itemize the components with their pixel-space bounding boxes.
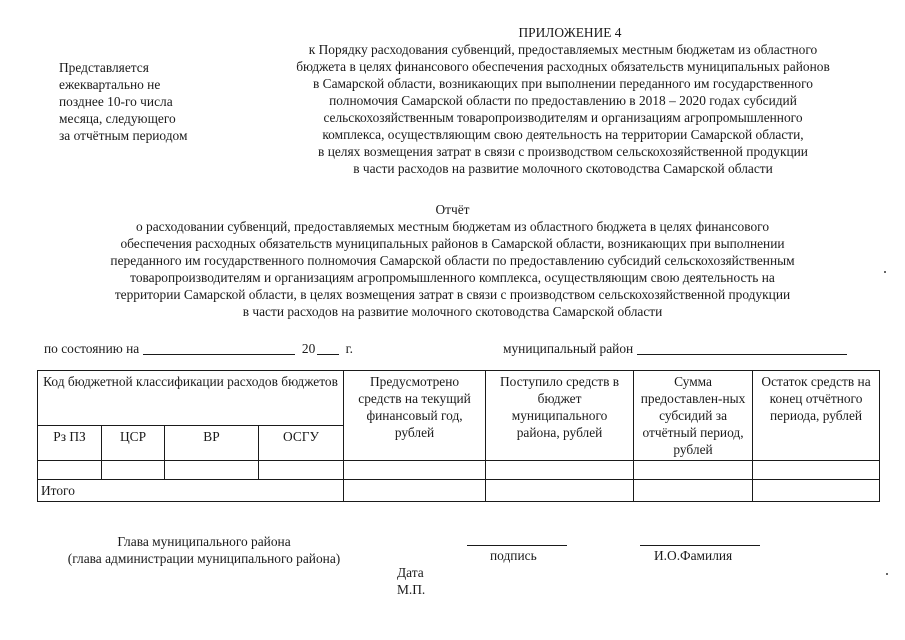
submission-note xyxy=(59,59,229,144)
submission-note-line: за отчётным периодом xyxy=(59,128,188,143)
report-line: в части расходов на развитие молочного скотоводства Самарской области xyxy=(242,304,663,319)
report-line: переданного им государственного полномочия Самарской области по предоставлению субсидий сельскохозяйственным xyxy=(110,253,795,268)
rzpz-header: Рз ПЗ xyxy=(38,426,102,461)
table-cell[interactable] xyxy=(344,461,486,480)
table-cell[interactable] xyxy=(753,480,880,502)
table-cell[interactable] xyxy=(486,480,634,502)
appendix-line: бюджета в целях финансового обеспечения расходных обязательств муниципальных районов xyxy=(296,59,830,74)
planned-funds-header: Предусмотрено средств на текущий финансовый год, рублей xyxy=(344,371,486,461)
district-blank[interactable] xyxy=(637,340,847,355)
report-table xyxy=(37,370,880,502)
appendix-title: ПРИЛОЖЕНИЕ 4 xyxy=(518,25,622,40)
as-of-date-line xyxy=(44,340,353,357)
report-line: обеспечения расходных обязательств муниципальных районов в Самарской области, возникающих при выполнении xyxy=(120,236,785,251)
appendix-line: полномочия Самарской области по предоставлению в 2018 – 2020 годах субсидий xyxy=(329,93,797,108)
district-label: муниципальный район xyxy=(503,341,634,356)
report-description xyxy=(20,218,885,320)
year-blank[interactable] xyxy=(317,340,339,355)
vr-header: ВР xyxy=(165,426,259,461)
report-line: о расходовании субвенций, предоставляемых местным бюджетам из областного бюджета в целях финансового xyxy=(135,219,770,234)
table-cell[interactable] xyxy=(634,480,753,502)
appendix-line: к Порядку расходования субвенций, предоставляемых местным бюджетам из областного xyxy=(308,42,818,57)
signatory-title xyxy=(44,533,364,567)
submission-note-line: Представляется xyxy=(59,60,149,75)
report-title: Отчёт xyxy=(435,202,470,217)
signature-blank[interactable] xyxy=(467,533,567,546)
table-cell[interactable] xyxy=(259,461,344,480)
total-label: Итого xyxy=(38,480,344,502)
received-funds-header: Поступило средств в бюджет муниципального района, рублей xyxy=(486,371,634,461)
budget-code-header: Код бюджетной классификации расходов бюджетов xyxy=(38,371,344,426)
name-blank[interactable] xyxy=(640,533,760,546)
total-row xyxy=(38,480,880,502)
district-line xyxy=(503,340,847,357)
signature-label: подпись xyxy=(490,548,537,563)
table-cell[interactable] xyxy=(38,461,102,480)
report-line: территории Самарской области, в целях возмещения затрат в связи с производством сельскохозяйственной продукции xyxy=(114,287,791,302)
table-cell[interactable] xyxy=(344,480,486,502)
appendix-line: в части расходов на развитие молочного скотоводства Самарской области xyxy=(353,161,773,176)
year-suffix: г. xyxy=(345,341,354,356)
full-name-label: И.О.Фамилия xyxy=(654,548,733,563)
date-label: Дата xyxy=(397,565,424,580)
submission-note-line: позднее 10-го числа xyxy=(59,94,173,109)
as-of-label: по состоянию на xyxy=(44,341,140,356)
signatory-line: (глава администрации муниципального района) xyxy=(67,551,341,566)
balance-header: Остаток средств на конец отчётного периода, рублей xyxy=(753,371,880,461)
table-cell[interactable] xyxy=(486,461,634,480)
appendix-line: сельскохозяйственным товаропроизводителям и организациям агропромышленного xyxy=(323,110,803,125)
table-cell[interactable] xyxy=(753,461,880,480)
year-prefix: 20 xyxy=(301,341,316,356)
appendix-text xyxy=(228,41,898,177)
table-row xyxy=(38,461,880,480)
appendix-line: комплекса, осуществляющим свою деятельность на территории Самарской области, xyxy=(322,127,804,142)
signatory-line: Глава муниципального района xyxy=(117,534,291,549)
csr-header: ЦСР xyxy=(102,426,165,461)
date-blank[interactable] xyxy=(143,340,295,355)
submission-note-line: ежеквартально не xyxy=(59,77,161,92)
submission-note-line: месяца, следующего xyxy=(59,111,176,126)
table-cell[interactable] xyxy=(634,461,753,480)
osgu-header: ОСГУ xyxy=(259,426,344,461)
scan-speck xyxy=(886,573,888,575)
seal-label: М.П. xyxy=(397,582,426,597)
appendix-line: в целях возмещения затрат в связи с производством сельскохозяйственной продукции xyxy=(318,144,808,159)
report-line: товаропроизводителям и организациям агропромышленного комплекса, осуществляющим свою деятельность на xyxy=(130,270,775,285)
appendix-line: в Самарской области, возникающих при выполнении переданного им государственного xyxy=(312,76,813,91)
table-cell[interactable] xyxy=(165,461,259,480)
scan-speck xyxy=(884,271,886,273)
subsidies-amount-header: Сумма предоставлен-ных субсидий за отчётный период, рублей xyxy=(634,371,753,461)
table-cell[interactable] xyxy=(102,461,165,480)
